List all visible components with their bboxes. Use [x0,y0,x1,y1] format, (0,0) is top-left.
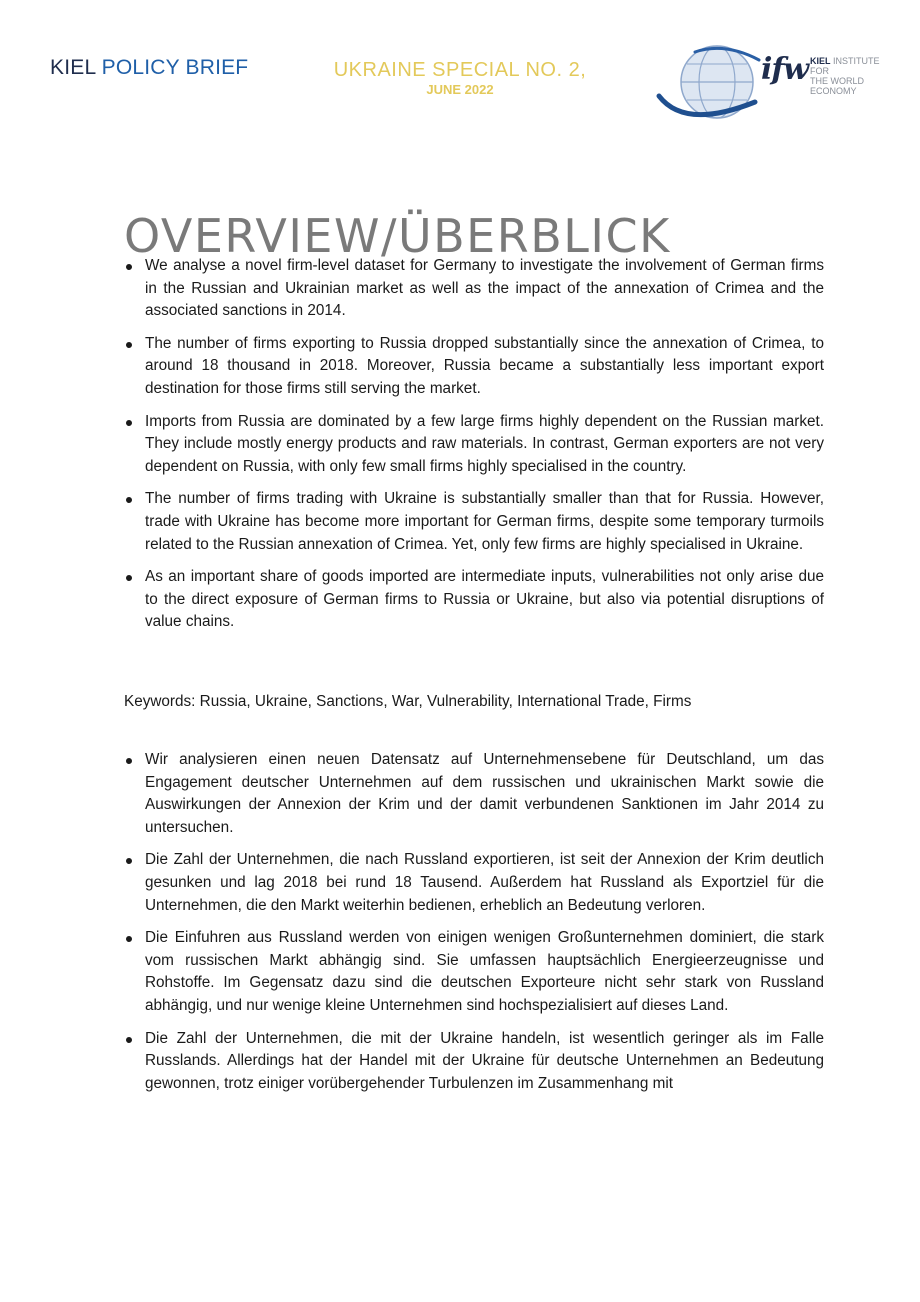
list-item: Imports from Russia are dominated by a few large firms highly dependent on the Russian market. They include mostly energy products and raw materials. In contrast, German exporters are not very dependent on Russia, with only few small firms highly specialised in the country. [124,411,824,479]
series-title: UKRAINE SPECIAL NO. 2, [333,59,587,81]
english-summary-list [124,255,824,644]
keywords-label: Keywords: [124,693,196,710]
series-info [300,58,620,98]
keywords-value: Russia, Ukraine, Sanctions, War, Vulnerability, International Trade, Firms [199,693,692,710]
list-item: The number of firms trading with Ukraine is substantially smaller than that for Russia. However, trade with Ukraine has become more important for German firms, despite some temporary turmoils related to the Russian annexation of Crimea. Yet, only few firms are highly specialised in Ukraine. [124,488,824,556]
brand-policy-brief: POLICY BRIEF [101,56,249,79]
list-item: As an important share of goods imported are intermediate inputs, vulnerabilities not only arise due to the direct exposure of German firms to Russia or Ukraine, but also via potential disruptions of value chains. [124,566,824,634]
ifw-logo [655,40,880,122]
list-item: Die Zahl der Unternehmen, die nach Russland exportieren, ist seit der Annexion der Krim deutlich gesunken und lag 2018 bei rund 18 Tausend. Außerdem hat Russland als Exportziel für die Unternehmen, die den Markt weiterhin bedienen, erheblich an Bedeutung verloren. [124,849,824,917]
list-item: We analyse a novel firm-level dataset for Germany to investigate the involvement of German firms in the Russian and Ukrainian market as well as the impact of the annexation of Crimea and the associated sanctions in 2014. [124,255,824,323]
german-summary-list [124,749,824,1105]
logo-wordmark: ifw [761,52,809,87]
logo-line1: INSTITUTE FOR [810,56,880,76]
logo-line2: THE WORLD ECONOMY [810,76,864,96]
logo-kiel: KIEL [810,56,831,66]
brand-kiel: KIEL [50,56,96,79]
list-item: Die Zahl der Unternehmen, die mit der Ukraine handeln, ist wesentlich geringer als im Falle Russlands. Allerdings hat der Handel mit der Ukraine für deutsche Unternehmen an Bedeutung gewonnen, trotz einiger vorübergehender Turbulenzen im Zusammenhang mit [124,1028,824,1096]
brand-title [50,56,248,80]
logo-subtitle [810,56,880,96]
page-title: OVERVIEW/ÜBERBLICK [124,208,671,263]
keywords [124,691,691,713]
list-item: Wir analysieren einen neuen Datensatz auf Unternehmensebene für Deutschland, um das Engagement deutscher Unternehmen auf dem russischen und ukrainischen Markt sowie die Auswirkungen der Annexion der Krim und der damit verbundenen Sanktionen im Jahr 2014 zu untersuchen. [124,749,824,839]
list-item: Die Einfuhren aus Russland werden von einigen wenigen Großunternehmen dominiert, die stark vom russischen Markt abhängig sind. Sie umfassen hauptsächlich Energieerzeugnisse und Rohstoffe. Im Gegensatz dazu sind die deutschen Exporteure nicht sehr stark von Russland abhängig, und nur wenige kleine Unternehmen sind hochspezialisiert auf dieses Land. [124,927,824,1017]
list-item: The number of firms exporting to Russia dropped substantially since the annexation of Crimea, to around 18 thousand in 2018. Moreover, Russia became a substantially less important export destination for those firms still serving the market. [124,333,824,401]
series-date: JUNE 2022 [426,82,494,97]
